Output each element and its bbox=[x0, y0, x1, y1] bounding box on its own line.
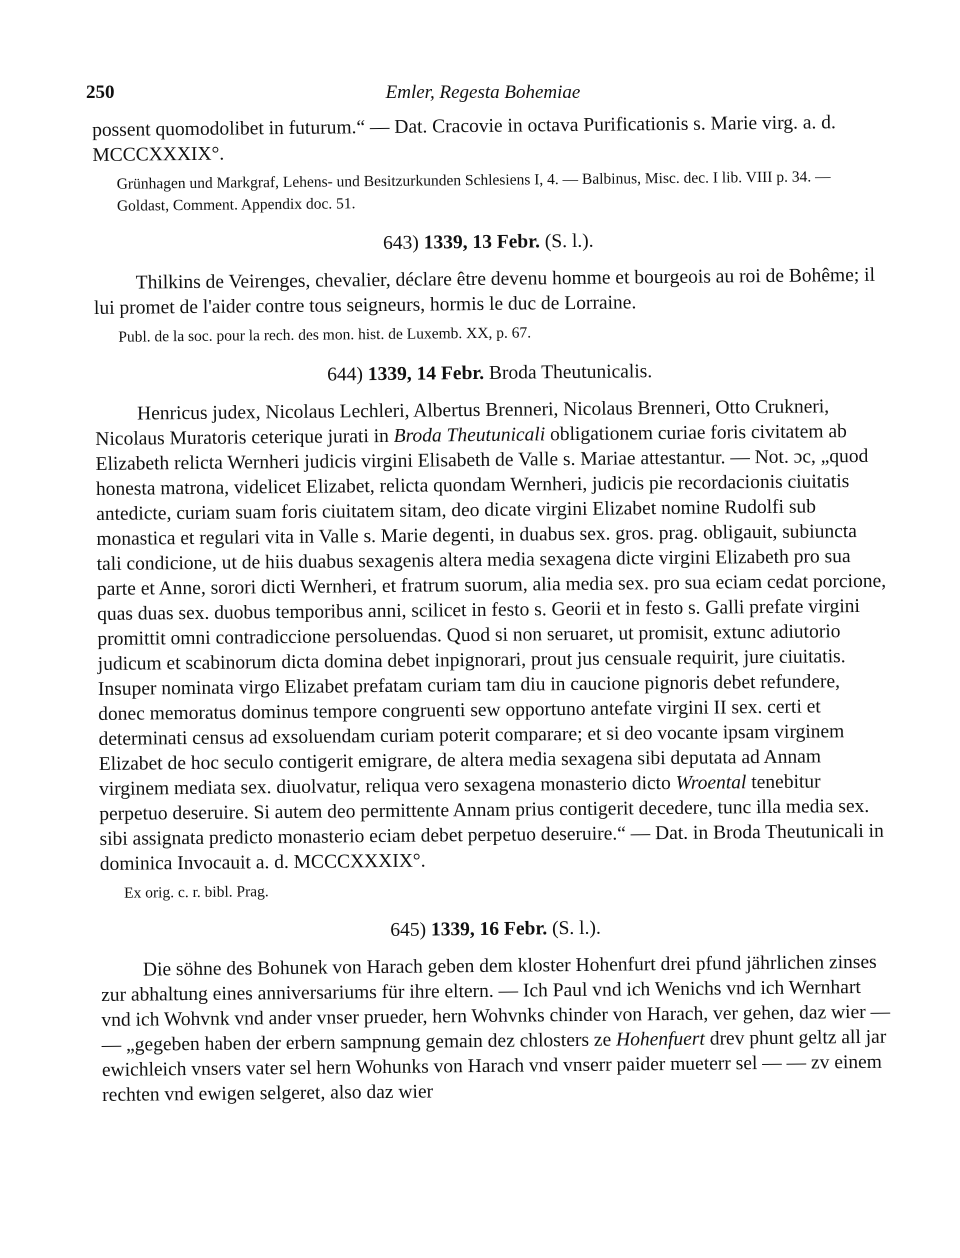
entry-643-text: Thilkins de Veirenges, chevalier, déclare être devenu homme et bourgeois au roi de Bohême; il lui promet de l'aider contre tous seigneurs, hormis le duc de Lorraine. bbox=[93, 264, 876, 319]
entry-643-heading bbox=[93, 226, 883, 259]
entry-644-text-b: obligationem curiae foris civitatem ab Elizabeth relicta Wernheri judicis virgini Elisabeth de Valle s. Mariae attestantur. — Not. ɔc, „quod honesta matrona, videlicet Elizabet, relicta quondam Wernheri, judicis pie recordacionis ciuitatis antedicte, curiam suam foris ciuitatem sitam, deo dicate virgini Elizabet nomine Rudolfi sub monastica et regulari vita in Valle s. Marie degenti, in duabus sex. gros. prag. obligauit, subiuncta tali condicione, ut de hiis duabus sexagenis altera media sexagena dicte virgini Elizabeth pro sua parte et Anne, sorori dicti Wernheri, et fratrum suorum, alia media sex. pro sua eciam cedat porcione, quas duas sex. duobus temporibus anni, scilicet in festo s. Georii et in festo s. Galli prefate virgini promittit omni contradiccione persoluendas. Quod si non seruaret, ut promisit, extunc adiutorio judicum et scabinorum dicta domina debet inpignorari, prout jus censuale requirit, jure ciuitatis. Insuper nominata virgo Elizabet prefatam curiam tam diu in caucione pignoris debet refundere, donec memoratus dominus tempore congruenti sew opportuno antefate virgini II sex. certi et determinati census ad exsoluendam curiam poterit comparare; et si deo vocante ipsam virginem Elizabet de hoc seculo contigerit emigrare, de altera media sexagena sibi deputata ad Annam virginem mediata sex. diuolvatur, reliqua vero sexagena monasterio dicto bbox=[95, 421, 887, 800]
entry-645-text-b: drev phunt geltz all jar ewichleich vnsers vater sel hern Wohunks von Harach vnd vnserr paider mueterr sel — — zv einem rechten vnd ewigen selgeret, also daz wier bbox=[101, 1026, 887, 1106]
page-number: 250 bbox=[86, 82, 115, 103]
entry-643-source: Publ. de la soc. pour la rech. des mon. hist. de Luxemb. XX, p. 67. bbox=[118, 324, 532, 346]
entry-643-place: (S. l.). bbox=[544, 230, 594, 253]
entry-645-date: 1339, 16 Febr. bbox=[430, 918, 548, 941]
entry-644-source: Ex orig. c. r. bibl. Prag. bbox=[124, 883, 269, 902]
page-header bbox=[86, 82, 880, 110]
entry-644-place-italic: Broda Theutunicali bbox=[393, 424, 546, 447]
intro-sources: Grünhagen und Markgraf, Lehens- und Besitzurkunden Schlesiens I, 4. — Balbinus, Misc. dec. I lib. VIII p. 34. — Goldast, Comment. Appendix doc. 51. bbox=[116, 168, 831, 215]
running-title: Emler, Regesta Bohemiae bbox=[385, 82, 581, 103]
entry-645-heading bbox=[100, 913, 890, 946]
entry-645-text bbox=[101, 950, 893, 1108]
entry-645-number: 645) bbox=[390, 919, 427, 941]
page-body bbox=[92, 110, 892, 1108]
entry-643-number: 643) bbox=[382, 232, 419, 254]
entry-645-text-a: Die söhne des Bohunek von Harach geben dem kloster Hohenfurt drei pfund jährlichen zinses zur abhaltung eines anniversariums für ihre eltern. — Ich Paul vnd ich Wenichs vnd ich Wernhart vnd ich Wohvnk vnd ander vnser prueder, hern Wohvnks chinder von Harach, ver gehen, daz wier — — „gegeben haben der erbern sampnung gemain dez chlosters ze bbox=[101, 951, 891, 1056]
entry-644-text bbox=[95, 394, 890, 877]
entry-644-text-c: tenebitur perpetuo deseruire. Si autem deo permittente Annam prius contigerit decedere, tunc illa media sex. sibi assignata predicto monasterio eciam debet perpetuo deseruire.“ — Dat. in Broda Theutunicali in dominica Invocauit a. d. MCCCXXXIX°. bbox=[99, 771, 884, 875]
entry-644-heading bbox=[95, 357, 885, 390]
entry-644-date: 1339, 14 Febr. bbox=[367, 362, 485, 386]
intro-text: possent quomodolibet in futurum.“ — Dat. Cracovie in octava Purificationis s. Marie virg. a. d. MCCCXXXIX°. bbox=[92, 112, 836, 166]
entry-644-place: Broda Theutunicalis. bbox=[488, 361, 653, 384]
entry-644-text-a: Henricus judex, Nicolaus Lechleri, Albertus Brenneri, Nicolaus Brenneri, Otto Crukneri, Nicolaus Muratoris ceterique jurati in bbox=[95, 396, 830, 450]
entry-644-monastery-italic: Wroental bbox=[675, 772, 747, 794]
entry-645-place-italic: Hohenfuert bbox=[615, 1028, 705, 1051]
entry-644-number: 644) bbox=[327, 364, 364, 386]
entry-643-date: 1339, 13 Febr. bbox=[423, 231, 541, 254]
entry-645-place: (S. l.). bbox=[551, 917, 601, 940]
